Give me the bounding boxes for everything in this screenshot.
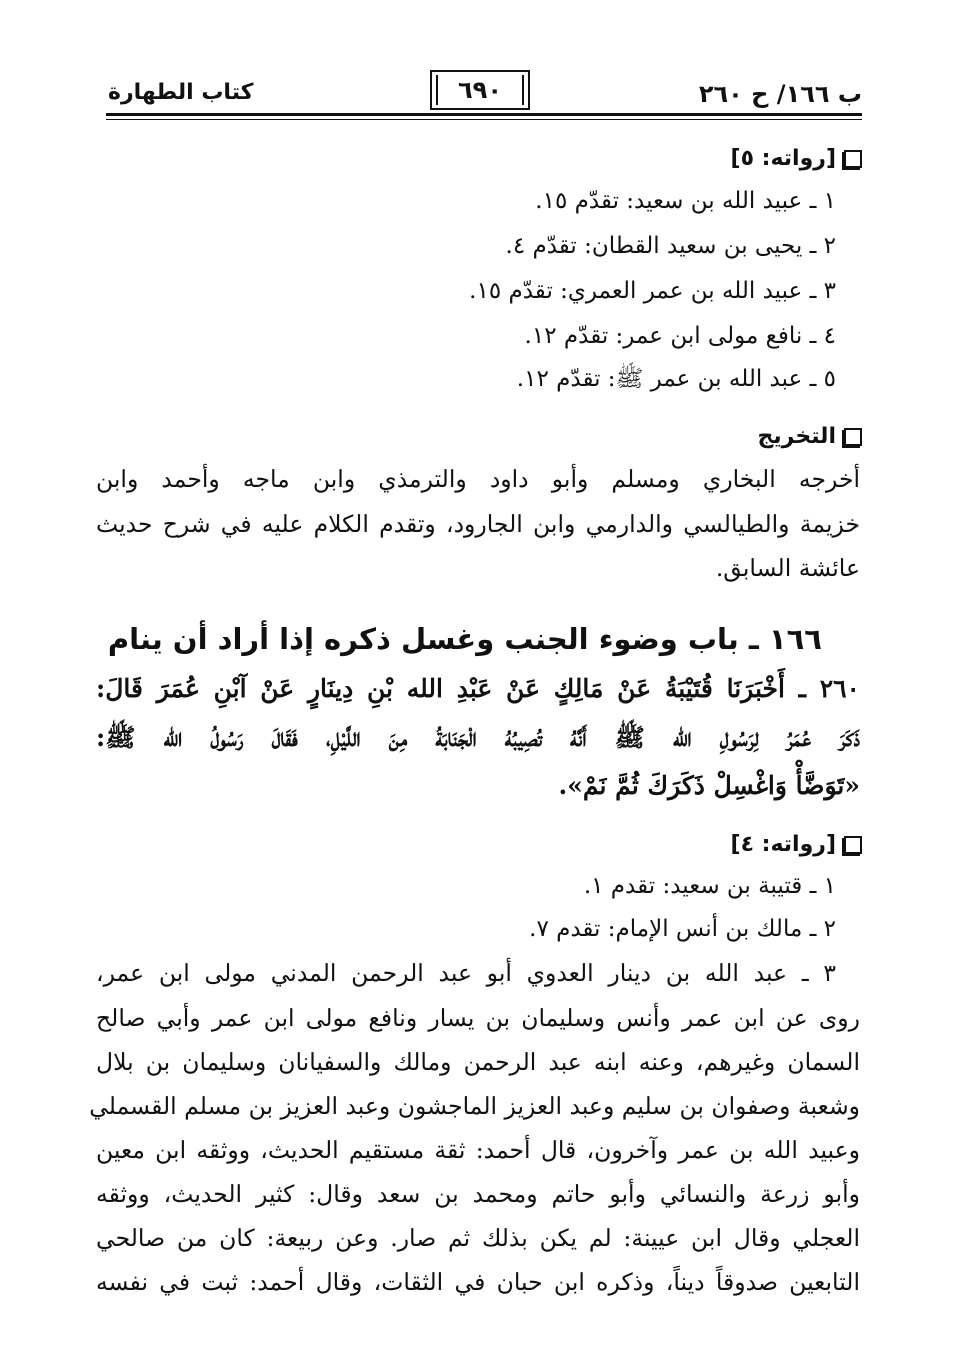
takhrij-line: أخرجه البخاري ومسلم وأبو داود والترمذي وابن ماجه وأحمد وابن: [96, 465, 860, 493]
checkbox-square-icon: [844, 836, 862, 854]
narrators-heading-1-label: [رواته: ٥]: [730, 146, 836, 171]
bio-line: العجلي وقال ابن عيينة: لم يكن بذلك ثم صار. وعن ربيعة: كان من صالحي: [96, 1224, 860, 1252]
header-rule-thin: [106, 119, 862, 120]
hadith-line: «تَوَضَّأْ وَاغْسِلْ ذَكَرَكَ ثُمَّ نَمْ».: [558, 771, 860, 800]
narrator-item: ١ ـ قتيبة بن سعيد: تقدم ١.: [583, 873, 836, 899]
takhrij-heading: [758, 424, 862, 449]
hadith-line: ٢٦٠ ـ أَخْبَرَنَا قُتَيْبَةُ عَنْ مَالِكٍ عَنْ عَبْدِ الله بْنِ دِينَارٍ عَنْ آبْنِ عُمَرَ قَالَ:: [96, 674, 860, 703]
bio-line: ٣ ـ عبد الله بن دينار العدوي أبو عبد الرحمن المدني مولى ابن عمر،: [96, 959, 836, 987]
narrator-item: ٣ ـ عبيد الله بن عمر العمري: تقدّم ١٥.: [469, 278, 836, 304]
header-book-title: كتاب الطهارة: [108, 80, 254, 105]
narrator-item: ١ ـ عبيد الله بن سعيد: تقدّم ١٥.: [535, 188, 836, 214]
page-number-box: [430, 70, 530, 110]
bio-line: وأبو زرعة والنسائي وأبو حاتم ومحمد بن سعد وقال: كثير الحديث، ووثقه: [96, 1180, 860, 1208]
bio-line: وعبيد الله بن عمر وآخرون، قال أحمد: ثقة مستقيم الحديث، ووثقه ابن معين: [96, 1136, 860, 1164]
chapter-title: ١٦٦ ـ باب وضوء الجنب وغسل ذكره إذا أراد أن ينام: [107, 622, 822, 656]
narrators-heading-1: [731, 146, 863, 171]
takhrij-line: عائشة السابق.: [715, 554, 860, 582]
header-rule-thick: [106, 113, 862, 116]
bio-line: التابعين صدوقاً ديناً، وذكره ابن حبان في الثقات، وقال أحمد: ثبت في نفسه: [96, 1268, 860, 1296]
takhrij-heading-label: التخريج: [757, 424, 836, 449]
checkbox-square-icon: [844, 150, 862, 168]
bio-line: روى عن ابن عمر وأنس وسليمان بن يسار ونافع مولى ابن عمر وأبي صالح: [96, 1004, 860, 1032]
page-number: ٦٩٠: [458, 76, 502, 104]
bio-line: وشعبة وصفوان بن سليم وعبد العزيز الماجشون وعبد العزيز بن مسلم القسملي: [89, 1092, 860, 1120]
narrator-item: ٤ ـ نافع مولى ابن عمر: تقدّم ١٢.: [524, 323, 836, 349]
hadith-line: ذَكَرَ عُمَرُ لِرَسُولِ الله ﷺ أَنَّهُ تُصِيبُهُ الْجَنَابَةُ مِنَ اللَّيْلِ، فَقَالَ رَسُولُ الله ﷺ:: [96, 723, 860, 752]
narrator-item: ٢ ـ مالك بن أنس الإمام: تقدم ٧.: [529, 916, 836, 942]
narrators-heading-2-label: [رواته: ٤]: [730, 832, 836, 857]
bio-line: السمان وغيرهم، وعنه ابنه عبد الرحمن ومالك والسفيانان وسليمان بن بلال: [96, 1048, 860, 1076]
header-reference: ب ١٦٦/ ح ٢٦٠: [698, 80, 862, 108]
checkbox-square-icon: [844, 428, 862, 446]
takhrij-line: خزيمة والطيالسي والدارمي وابن الجارود، وتقدم الكلام عليه في شرح حديث: [96, 510, 860, 538]
narrator-item: ٢ ـ يحيى بن سعيد القطان: تقدّم ٤.: [505, 233, 836, 259]
narrator-item: ٥ ـ عبد الله بن عمر ﷺ: تقدّم ١٢.: [516, 366, 836, 392]
narrators-heading-2: [731, 832, 863, 857]
